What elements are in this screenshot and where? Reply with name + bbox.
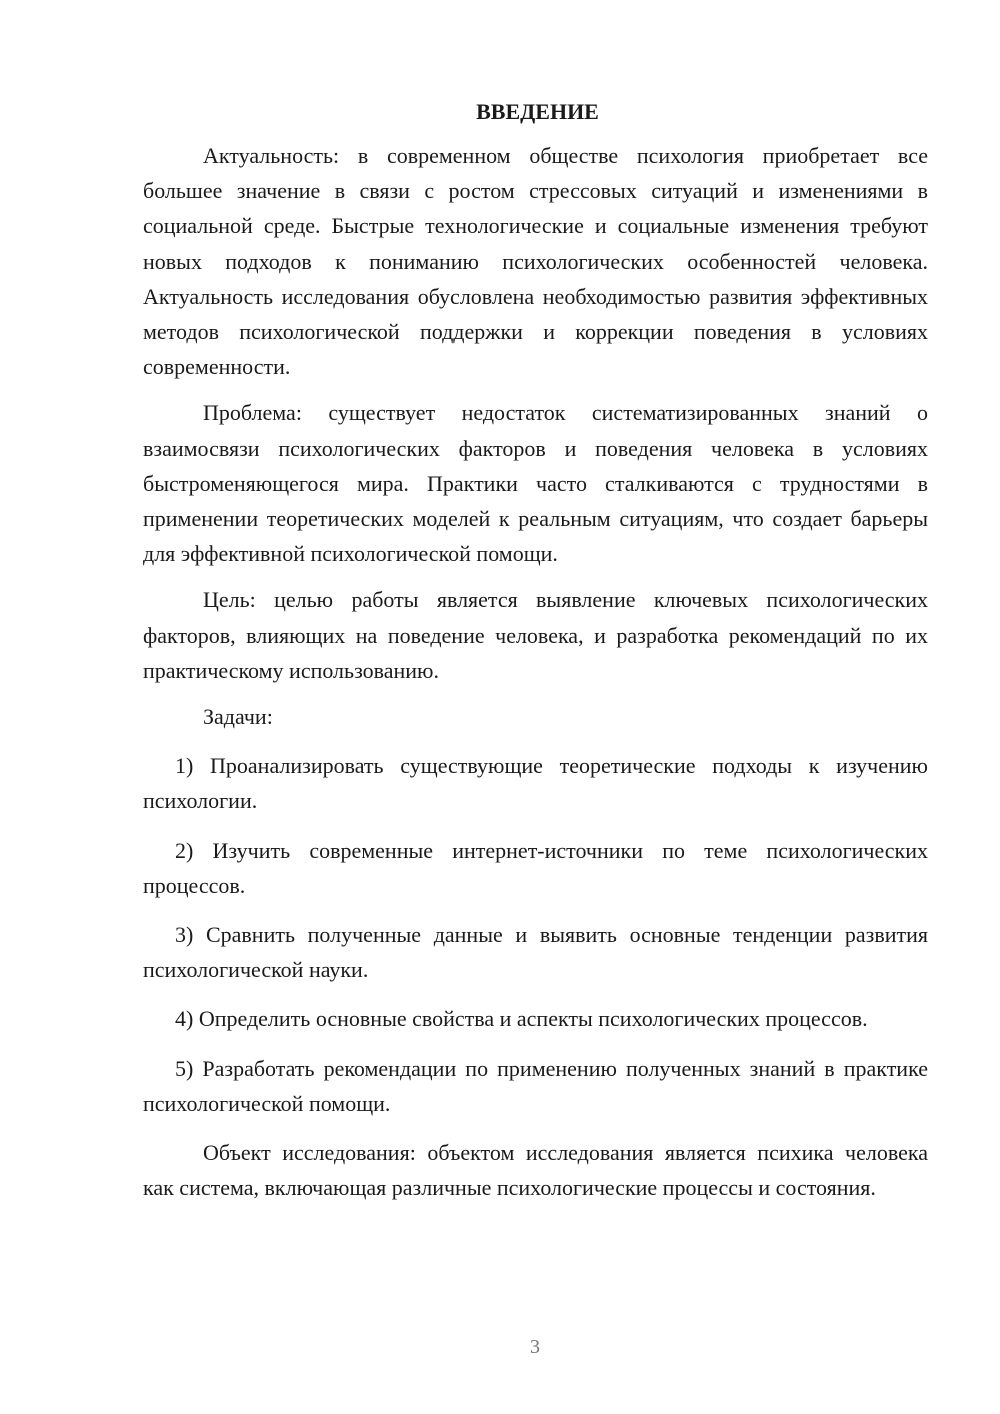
page-content <box>143 96 928 1205</box>
list-item: 5) Разработать рекомендации по применению полученных знаний в практике психологической помощи. <box>143 1055 928 1116</box>
paragraph-goal: Цель: целью работы является выявление ключевых психологических факторов, влияющих на поведение человека, и разработка рекомендаций по их практическому использованию. <box>143 587 928 683</box>
list-item: 1) Проанализировать существующие теоретические подходы к изучению психологии. <box>143 753 928 814</box>
paragraph-object: Объект исследования: объектом исследования является психика человека как система, включающая различные психологические процессы и состояния. <box>143 1140 928 1201</box>
list-item: 2) Изучить современные интернет-источники по теме психологических процессов. <box>143 837 928 898</box>
paragraph-relevance: Актуальность: в современном обществе психология приобретает все большее значение в связи с ростом стрессовых ситуаций и изменениями в социальной среде. Быстрые технологические и социальные изменения требуют новых подходов к пониманию психологических особенностей человека. Актуальность исследования обусловлена необходимостью развития эффективных методов психологической поддержки и коррекции поведения в условиях современности. <box>143 143 928 380</box>
list-item: 4) Определить основные свойства и аспекты психологических процессов. <box>175 1006 868 1032</box>
tasks-heading: Задачи: <box>203 704 273 730</box>
page-number: 3 <box>530 1336 540 1358</box>
list-item: 3) Сравнить полученные данные и выявить основные тенденции развития психологической науки. <box>143 922 928 983</box>
page-title: ВВЕДЕНИЕ <box>476 99 599 124</box>
paragraph-problem: Проблема: существует недостаток систематизированных знаний о взаимосвязи психологических факторов и поведения человека в условиях быстроменяющегося мира. Практики часто сталкиваются с трудностями в применении теоретических моделей к реальным ситуациям, что создает барьеры для эффективной психологической помощи. <box>143 400 928 567</box>
